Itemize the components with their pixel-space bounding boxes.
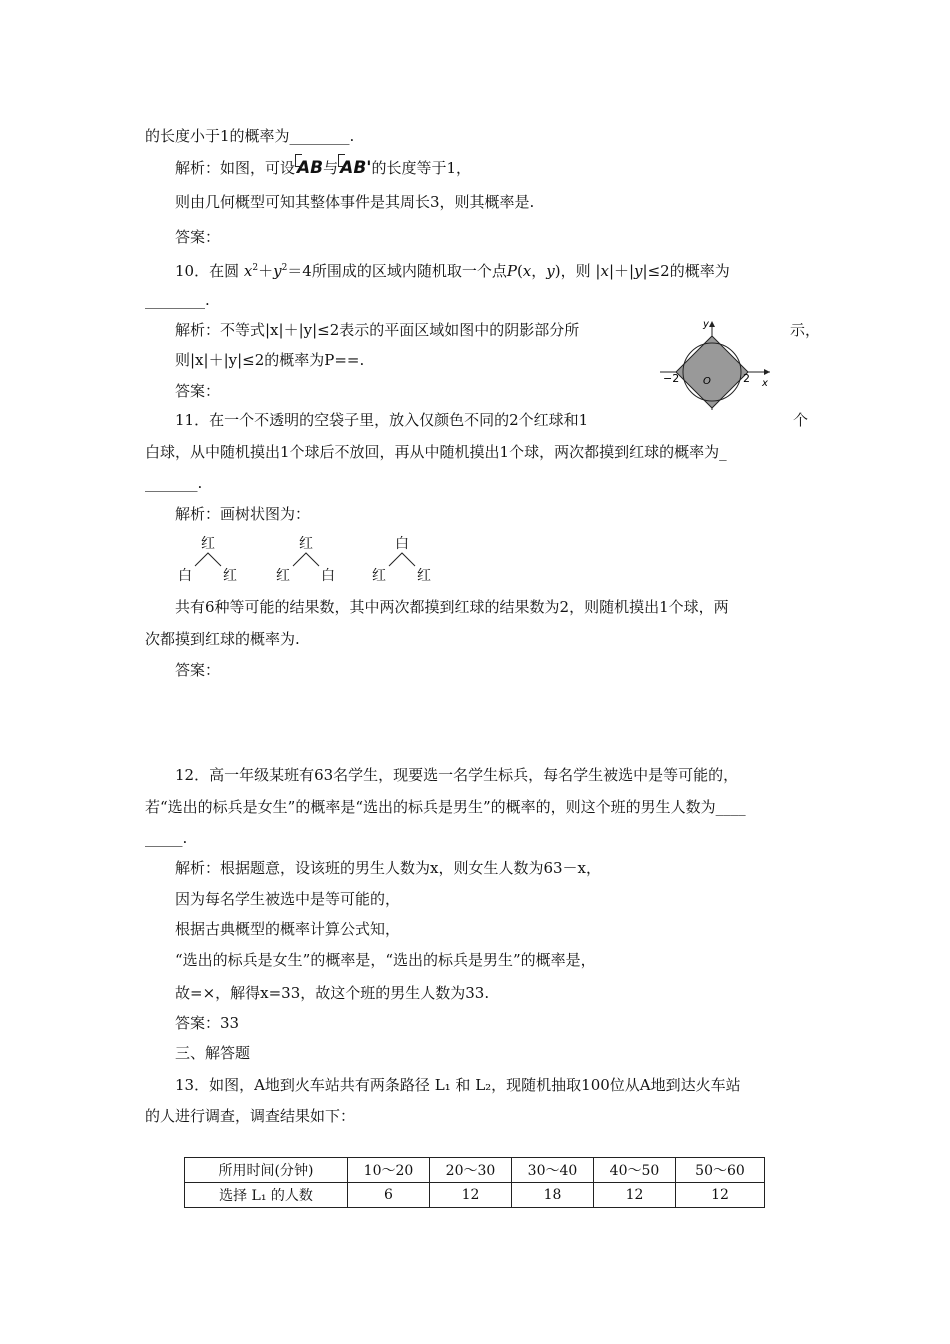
q11-stem-line1-tail: 个 (793, 411, 809, 429)
shaded-diamond (676, 336, 748, 408)
arc-ab: AB (297, 158, 324, 178)
q12-solution-line5: 故=×，解得x=33，故这个班的男生人数为33. (175, 984, 490, 1002)
table-cell: 20～30 (430, 1158, 512, 1183)
q12-stem-line2: 若“选出的标兵是女生”的概率是“选出的标兵是男生”的概率的，则这个班的男生人数为____ (145, 798, 746, 816)
tree-diagram-3: 白 红 红 (372, 536, 431, 584)
section-heading: 三、解答题 (175, 1044, 251, 1062)
tree-diagram-1: 红 白 红 (178, 536, 237, 584)
table-cell: 选择 L₁ 的人数 (185, 1183, 348, 1208)
q13-stem-line2: 的人进行调查，调查结果如下： (145, 1107, 356, 1125)
origin-label: O (703, 376, 711, 387)
pos-two-label: 2 (743, 372, 750, 385)
table-cell: 12 (676, 1183, 765, 1208)
q11-conclusion-line2: 次都摸到红球的概率为. (145, 630, 300, 648)
q11-stem-line1: 11．在一个不透明的空袋子里，放入仅颜色不同的2个红球和1 (175, 411, 589, 429)
tree-diagram-2: 红 红 白 (276, 536, 335, 584)
table-cell: 30～40 (512, 1158, 594, 1183)
table-header-row (185, 1158, 765, 1183)
q12-solution-line1: 解析：根据题意，设该班的男生人数为x，则女生人数为63－x， (175, 859, 602, 877)
q11-answer: 答案： (175, 661, 221, 679)
q10-figure (655, 315, 775, 415)
table-cell: 10～20 (348, 1158, 430, 1183)
q9-stem-tail: 的长度小于1的概率为________. (145, 127, 355, 145)
q10-solution-line1: 解析：不等式|x|＋|y|≤2表示的平面区域如图中的阴影部分所 (175, 321, 580, 339)
table-cell: 6 (348, 1183, 430, 1208)
q12-stem-line1: 12．高一年级某班有63名学生，现要选一名学生标兵，每名学生被选中是等可能的， (175, 766, 739, 784)
q11-stem-line3: _______. (145, 474, 203, 492)
q10-solution-line1-tail: 示， (790, 321, 821, 339)
q9-solution-line1: 解析：如图，可设 AB与 AB'的长度等于1， (175, 158, 472, 178)
q12-solution-line2: 因为每名学生被选中是等可能的， (175, 890, 401, 908)
table-cell: 50～60 (676, 1158, 765, 1183)
arc-ab-prime: AB' (340, 158, 372, 178)
neg-two-label: −2 (663, 372, 680, 385)
q11-stem-line2: 白球，从中随机摸出1个球后不放回，再从中随机摸出1个球，两次都摸到红球的概率为_ (145, 443, 727, 461)
q10-stem-line1: 10．在圆 $x^2+y^2=4$所围成的区域内随机取一个点P(x，y)，则 |x|＋|y|≤2的概率为 (175, 262, 730, 280)
q9-solution-line2: 则由几何概型可知其整体事件是其周长3，则其概率是. (175, 193, 535, 211)
q12-stem-line3: _____. (145, 829, 188, 847)
q10-answer: 答案： (175, 382, 221, 400)
q11-solution: 解析：画树状图为： (175, 505, 311, 523)
q12-solution-line4: “选出的标兵是女生”的概率是，“选出的标兵是男生”的概率是， (175, 951, 596, 969)
q11-conclusion-line1: 共有6种等可能的结果数，其中两次都摸到红球的结果数为2，则随机摸出1个球，两 (175, 598, 729, 616)
table-cell: 12 (430, 1183, 512, 1208)
q9-answer: 答案： (175, 228, 221, 246)
q12-solution-line3: 根据古典概型的概率计算公式知， (175, 920, 401, 938)
q12-answer: 答案：33 (175, 1014, 240, 1032)
x-axis-label: x (762, 378, 768, 389)
q13-stem-line1: 13．如图，A地到火车站共有两条路径 L₁ 和 L₂，现随机抽取100位从A地到达火车站 (175, 1076, 741, 1094)
q13-data-table (184, 1157, 765, 1208)
q10-stem-blank: ________. (145, 291, 210, 309)
y-axis-label: y (703, 319, 709, 330)
table-cell: 40～50 (594, 1158, 676, 1183)
table-cell: 18 (512, 1183, 594, 1208)
table-row (185, 1183, 765, 1208)
table-cell: 12 (594, 1183, 676, 1208)
table-cell: 所用时间(分钟) (185, 1158, 348, 1183)
q10-solution-line2: 则|x|＋|y|≤2的概率为P==. (175, 351, 365, 369)
